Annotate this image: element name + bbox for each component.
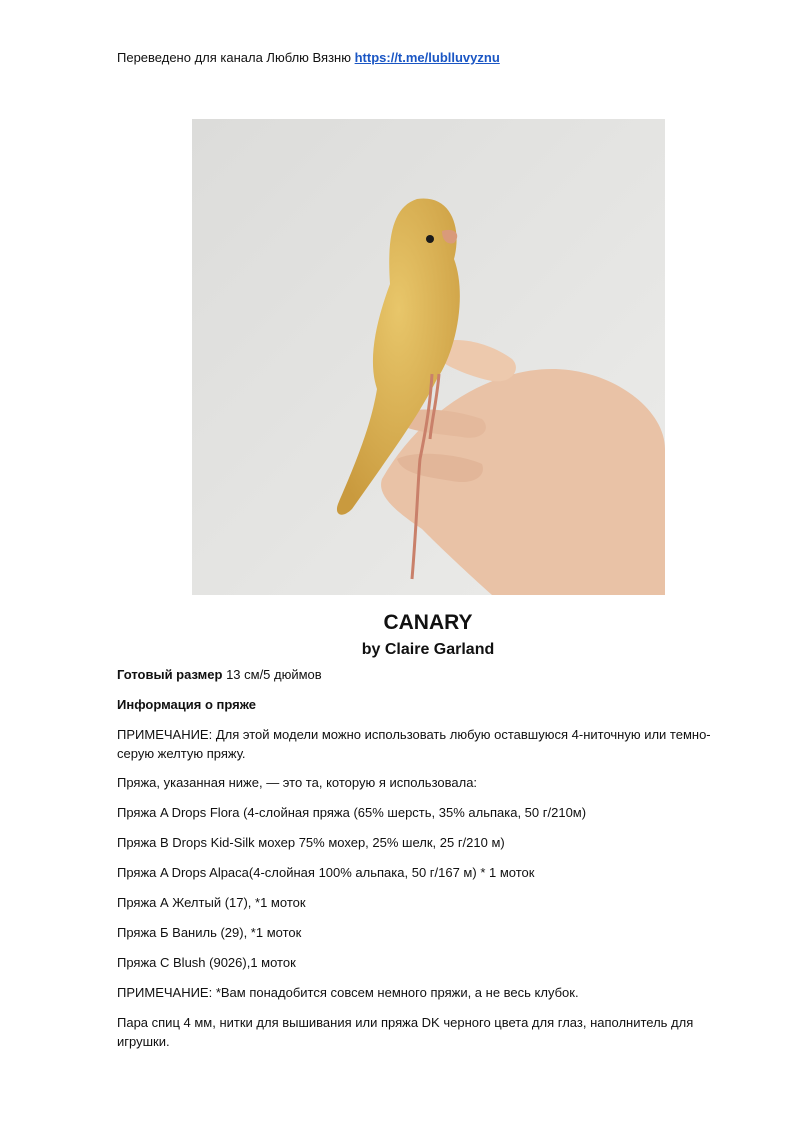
- size-value: 13 см/5 дюймов: [226, 667, 322, 682]
- canary-photo: [192, 119, 665, 595]
- author-subtitle: by Claire Garland: [361, 641, 495, 658]
- yarn-intro: Пряжа, указанная ниже, — это та, которую я использовала:: [117, 775, 478, 790]
- knitted-canary-photo-icon: [192, 119, 665, 595]
- header-text: Переведено для канала Люблю Вязню: [117, 50, 351, 65]
- channel-link[interactable]: https://t.me/lublluvyznu: [354, 50, 500, 65]
- yarn-item: Пряжа A Drops Flora (4-слойная пряжа (65% шерсть, 35% альпака, 50 г/210м): [117, 805, 587, 820]
- yarn-item: Пряжа B Drops Kid-Silk мохер 75% мохер, 25% шелк, 25 г/210 м): [117, 835, 505, 850]
- page-title: CANARY: [383, 611, 473, 634]
- pattern-body: [117, 665, 737, 1061]
- yarn-item: Пряжа С Blush (9026),1 моток: [117, 955, 296, 970]
- size-line: [117, 665, 737, 685]
- tools-line: Пара спиц 4 мм, нитки для вышивания или пряжа DK черного цвета для глаз, наполнитель для игрушки.: [117, 1015, 694, 1049]
- size-label: Готовый размер: [117, 667, 223, 682]
- yarn-item: Пряжа Б Ваниль (29), *1 моток: [117, 925, 302, 940]
- yarn-item: Пряжа А Желтый (17), *1 моток: [117, 895, 306, 910]
- note-1: ПРИМЕЧАНИЕ: Для этой модели можно использовать любую оставшуюся 4-ниточную или темно-серую желтую пряжу.: [117, 727, 711, 761]
- yarn-item: Пряжа A Drops Alpaca(4-слойная 100% альпака, 50 г/167 м) * 1 моток: [117, 865, 535, 880]
- header-line: [117, 50, 500, 65]
- note-2: ПРИМЕЧАНИЕ: *Вам понадобится совсем немного пряжи, а не весь клубок.: [117, 985, 579, 1000]
- yarn-info-heading: Информация о пряже: [117, 697, 257, 712]
